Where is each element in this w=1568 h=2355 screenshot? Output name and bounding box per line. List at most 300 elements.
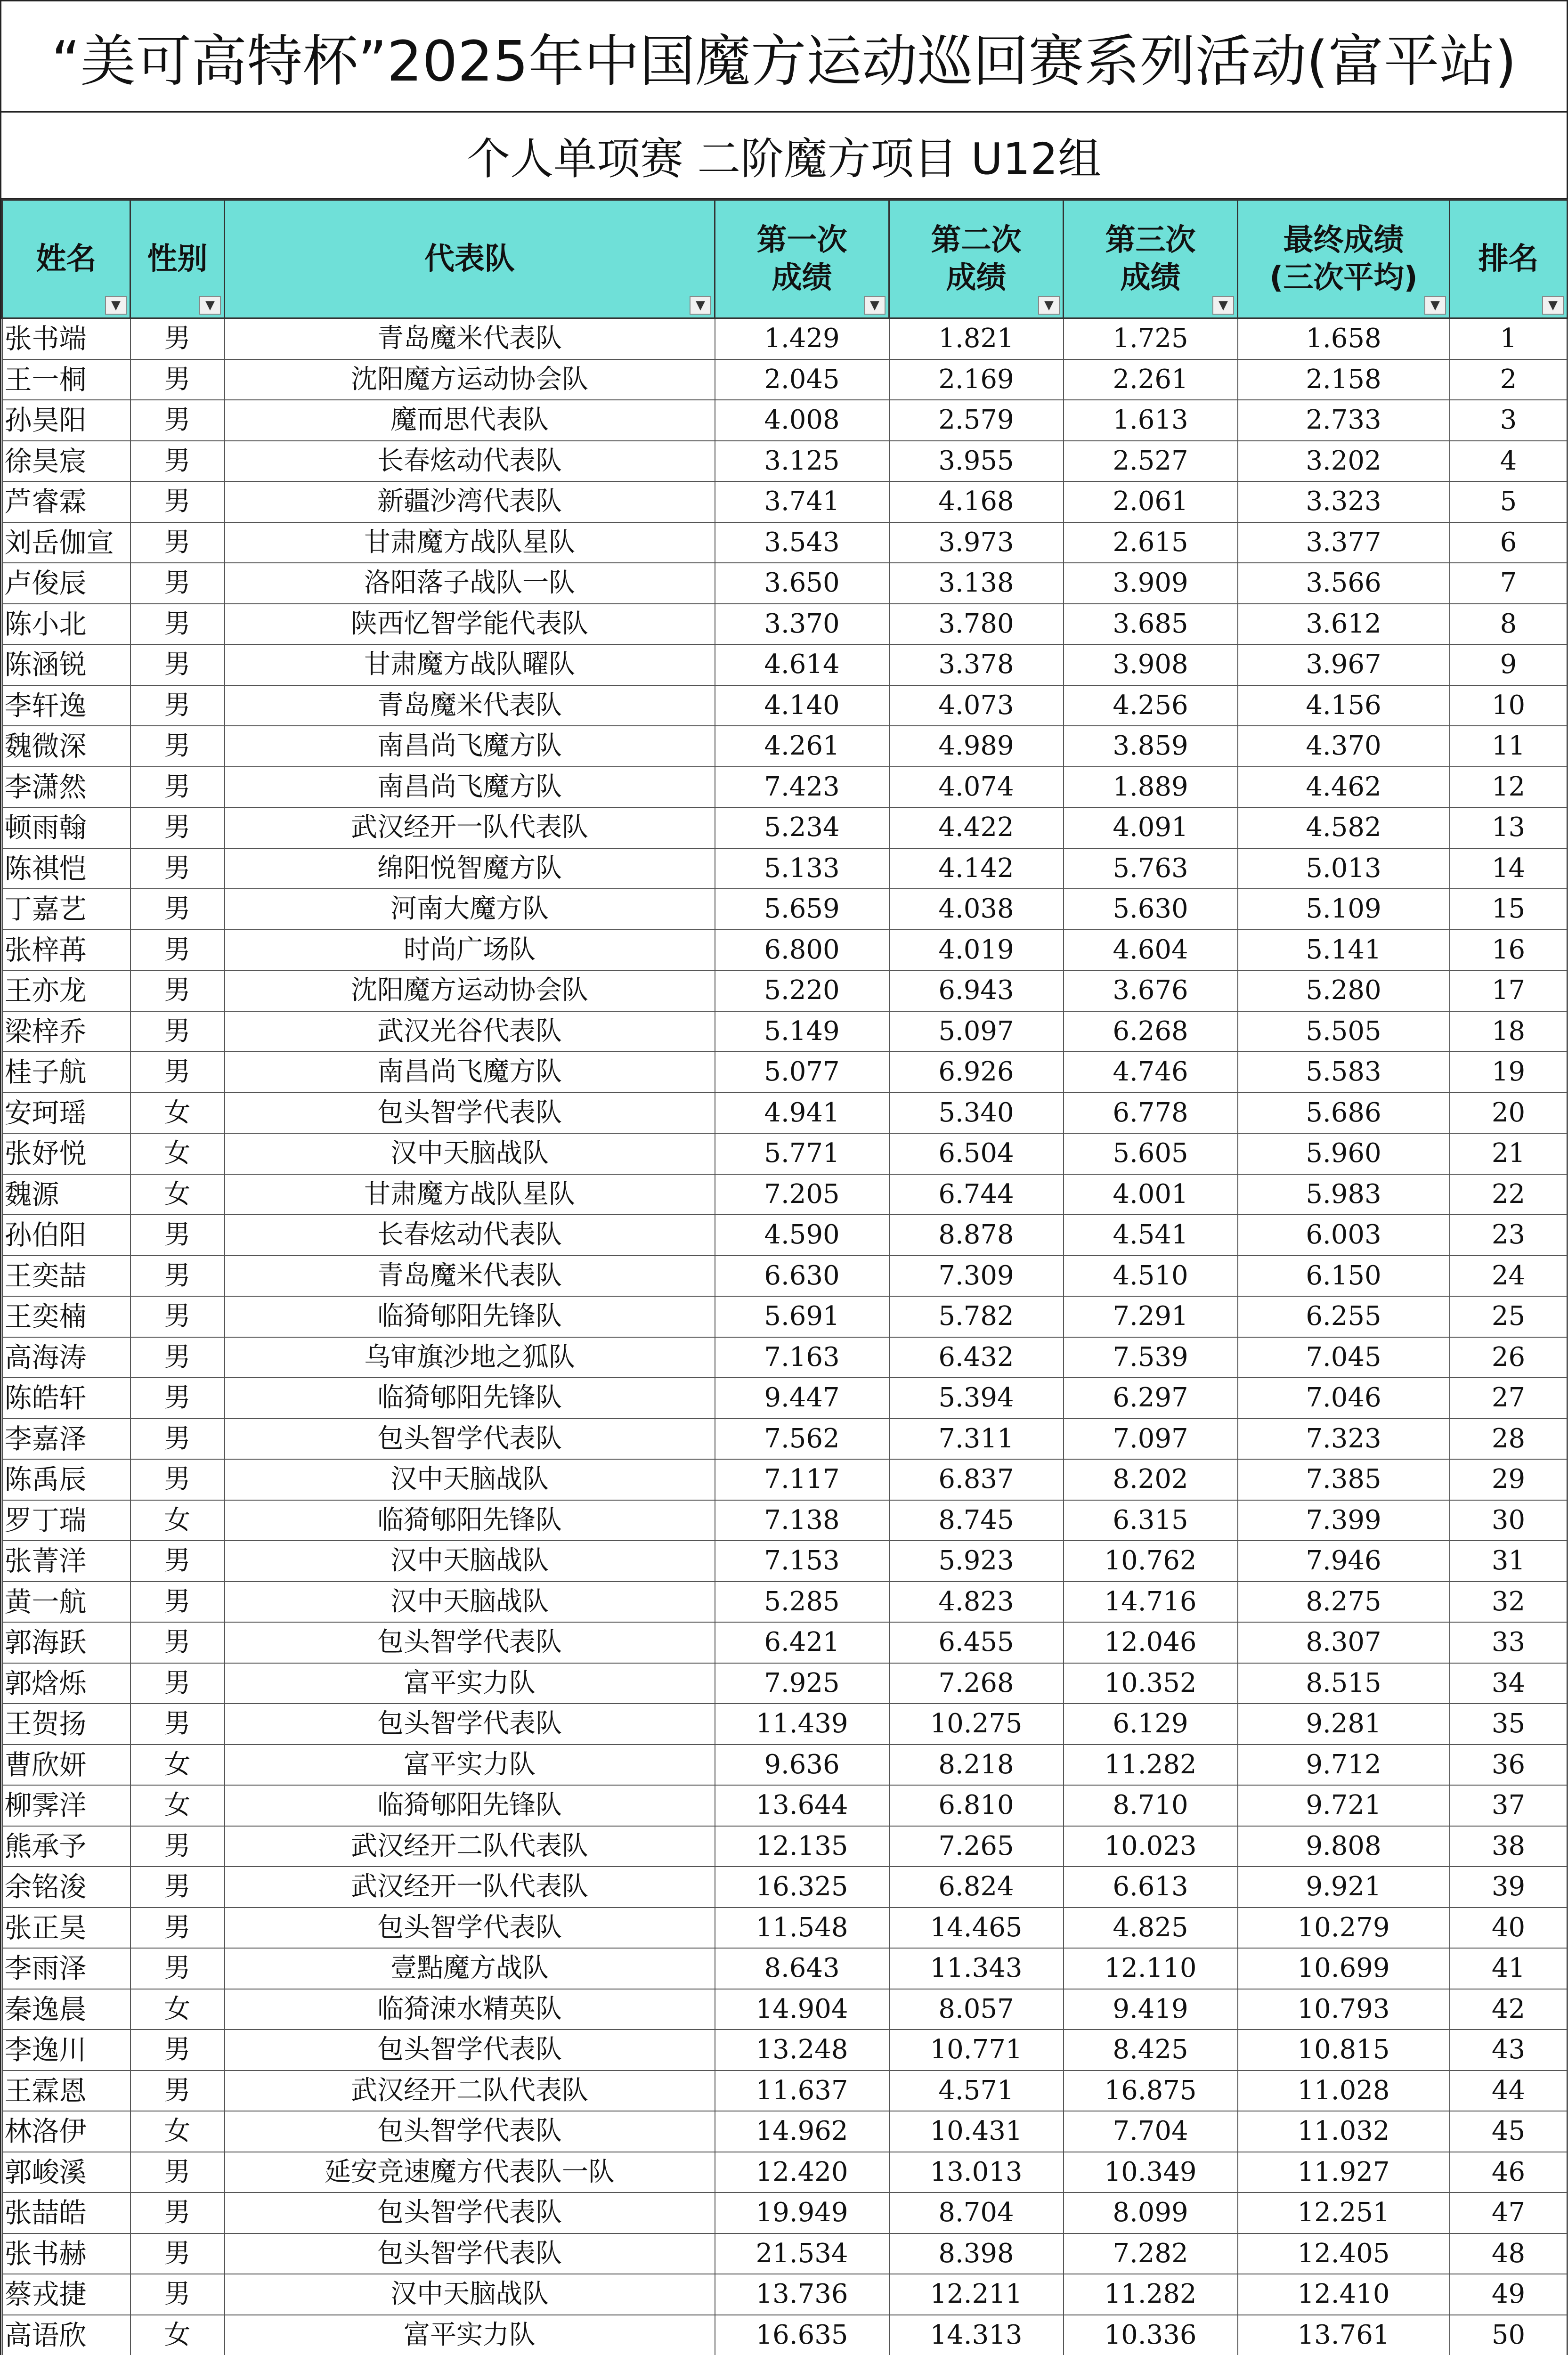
cell-rank: 23 bbox=[1450, 1215, 1568, 1256]
cell-round2: 8.704 bbox=[889, 2193, 1064, 2233]
cell-name: 梁梓乔 bbox=[2, 1011, 130, 1052]
cell-team: 壹點魔方战队 bbox=[225, 1948, 715, 1989]
table-row bbox=[2, 1093, 1568, 1134]
header-final bbox=[1238, 200, 1450, 318]
cell-name: 王奕喆 bbox=[2, 1256, 130, 1297]
dropdown-arrow-icon[interactable]: ▼ bbox=[105, 296, 127, 315]
header-rank-label: 排名 bbox=[1478, 242, 1539, 276]
header-round2-line2: 成绩 bbox=[946, 260, 1007, 295]
table-row bbox=[2, 1296, 1568, 1337]
cell-final: 10.279 bbox=[1238, 1908, 1450, 1949]
header-round1 bbox=[715, 200, 889, 318]
cell-team: 临猗郇阳先锋队 bbox=[225, 1785, 715, 1826]
cell-name: 曹欣妍 bbox=[2, 1745, 130, 1786]
cell-name: 李潇然 bbox=[2, 767, 130, 808]
cell-team: 河南大魔方队 bbox=[225, 889, 715, 930]
cell-round2: 5.782 bbox=[889, 1296, 1064, 1337]
table-row bbox=[2, 1215, 1568, 1256]
cell-gender: 男 bbox=[130, 1215, 225, 1256]
cell-gender: 男 bbox=[130, 889, 225, 930]
cell-round1: 9.447 bbox=[715, 1378, 889, 1419]
cell-gender: 男 bbox=[130, 522, 225, 563]
cell-final: 9.808 bbox=[1238, 1826, 1450, 1867]
cell-gender: 男 bbox=[130, 1011, 225, 1052]
dropdown-arrow-icon[interactable]: ▼ bbox=[1212, 296, 1234, 315]
cell-name: 张书赫 bbox=[2, 2233, 130, 2274]
cell-gender: 男 bbox=[130, 930, 225, 971]
cell-final: 5.983 bbox=[1238, 1174, 1450, 1215]
cell-final: 9.281 bbox=[1238, 1704, 1450, 1745]
cell-rank: 34 bbox=[1450, 1663, 1568, 1704]
header-team bbox=[225, 200, 715, 318]
cell-rank: 43 bbox=[1450, 2030, 1568, 2071]
table-row bbox=[2, 767, 1568, 808]
cell-team: 甘肃魔方战队星队 bbox=[225, 1174, 715, 1215]
table-row bbox=[2, 481, 1568, 522]
cell-team: 包头智学代表队 bbox=[225, 1622, 715, 1663]
cell-gender: 女 bbox=[130, 1989, 225, 2030]
table-row bbox=[2, 2233, 1568, 2274]
cell-round3: 7.291 bbox=[1064, 1296, 1238, 1337]
cell-rank: 14 bbox=[1450, 848, 1568, 889]
cell-round3: 1.613 bbox=[1064, 400, 1238, 441]
cell-gender: 男 bbox=[130, 644, 225, 685]
cell-team: 绵阳悦智魔方队 bbox=[225, 848, 715, 889]
table-row bbox=[2, 1337, 1568, 1378]
cell-rank: 18 bbox=[1450, 1011, 1568, 1052]
cell-round2: 4.019 bbox=[889, 930, 1064, 971]
cell-final: 5.686 bbox=[1238, 1093, 1450, 1134]
cell-final: 3.202 bbox=[1238, 441, 1450, 482]
cell-rank: 3 bbox=[1450, 400, 1568, 441]
cell-team: 甘肃魔方战队星队 bbox=[225, 522, 715, 563]
cell-round1: 12.135 bbox=[715, 1826, 889, 1867]
header-name bbox=[2, 200, 130, 318]
cell-final: 10.699 bbox=[1238, 1948, 1450, 1989]
table-row bbox=[2, 1011, 1568, 1052]
cell-final: 5.141 bbox=[1238, 930, 1450, 971]
cell-final: 5.583 bbox=[1238, 1052, 1450, 1093]
dropdown-arrow-icon[interactable]: ▼ bbox=[690, 296, 711, 315]
cell-team: 青岛魔米代表队 bbox=[225, 1256, 715, 1297]
cell-team: 武汉经开二队代表队 bbox=[225, 1826, 715, 1867]
cell-team: 南昌尚飞魔方队 bbox=[225, 726, 715, 767]
table-row bbox=[2, 1419, 1568, 1460]
cell-final: 4.370 bbox=[1238, 726, 1450, 767]
cell-rank: 1 bbox=[1450, 318, 1568, 359]
header-round3-line1: 第三次 bbox=[1105, 223, 1196, 258]
cell-round1: 4.140 bbox=[715, 685, 889, 726]
dropdown-arrow-icon[interactable]: ▼ bbox=[1038, 296, 1060, 315]
dropdown-arrow-icon[interactable]: ▼ bbox=[864, 296, 886, 315]
cell-name: 陈禹辰 bbox=[2, 1459, 130, 1500]
cell-name: 丁嘉艺 bbox=[2, 889, 130, 930]
cell-gender: 男 bbox=[130, 1582, 225, 1623]
cell-final: 4.582 bbox=[1238, 807, 1450, 848]
cell-name: 张正昊 bbox=[2, 1908, 130, 1949]
cell-name: 魏源 bbox=[2, 1174, 130, 1215]
cell-round2: 8.878 bbox=[889, 1215, 1064, 1256]
cell-gender: 男 bbox=[130, 1378, 225, 1419]
cell-gender: 男 bbox=[130, 2152, 225, 2193]
dropdown-arrow-icon[interactable]: ▼ bbox=[1542, 296, 1564, 315]
cell-gender: 男 bbox=[130, 1419, 225, 1460]
cell-final: 10.815 bbox=[1238, 2030, 1450, 2071]
cell-team: 长春炫动代表队 bbox=[225, 441, 715, 482]
table-row bbox=[2, 1826, 1568, 1867]
cell-final: 4.156 bbox=[1238, 685, 1450, 726]
table-row bbox=[2, 1256, 1568, 1297]
cell-rank: 47 bbox=[1450, 2193, 1568, 2233]
cell-team: 乌审旗沙地之狐队 bbox=[225, 1337, 715, 1378]
cell-team: 魔而思代表队 bbox=[225, 400, 715, 441]
cell-round2: 4.571 bbox=[889, 2071, 1064, 2111]
cell-round2: 10.275 bbox=[889, 1704, 1064, 1745]
cell-gender: 男 bbox=[130, 2071, 225, 2111]
cell-team: 临猗郇阳先锋队 bbox=[225, 1296, 715, 1337]
cell-round3: 8.425 bbox=[1064, 2030, 1238, 2071]
cell-name: 李逸川 bbox=[2, 2030, 130, 2071]
cell-round1: 6.630 bbox=[715, 1256, 889, 1297]
table-row bbox=[2, 2071, 1568, 2111]
cell-team: 临猗涑水精英队 bbox=[225, 1989, 715, 2030]
results-table bbox=[1, 199, 1568, 2355]
cell-round2: 12.211 bbox=[889, 2274, 1064, 2315]
cell-final: 3.323 bbox=[1238, 481, 1450, 522]
cell-team: 汉中天脑战队 bbox=[225, 1541, 715, 1582]
cell-gender: 男 bbox=[130, 400, 225, 441]
cell-name: 陈涵锐 bbox=[2, 644, 130, 685]
cell-round1: 13.644 bbox=[715, 1785, 889, 1826]
cell-name: 魏微深 bbox=[2, 726, 130, 767]
dropdown-arrow-icon[interactable]: ▼ bbox=[199, 296, 221, 315]
cell-round1: 7.138 bbox=[715, 1500, 889, 1541]
cell-final: 7.323 bbox=[1238, 1419, 1450, 1460]
cell-round3: 14.716 bbox=[1064, 1582, 1238, 1623]
cell-team: 延安竞速魔方代表队一队 bbox=[225, 2152, 715, 2193]
page-title: “美可高特杯”2025年中国魔方运动巡回赛系列活动(富平站) bbox=[1, 1, 1567, 113]
cell-name: 陈皓轩 bbox=[2, 1378, 130, 1419]
cell-team: 长春炫动代表队 bbox=[225, 1215, 715, 1256]
cell-round2: 7.311 bbox=[889, 1419, 1064, 1460]
cell-round2: 4.142 bbox=[889, 848, 1064, 889]
cell-team: 时尚广场队 bbox=[225, 930, 715, 971]
cell-round1: 1.429 bbox=[715, 318, 889, 359]
cell-gender: 男 bbox=[130, 1663, 225, 1704]
cell-round3: 2.527 bbox=[1064, 441, 1238, 482]
cell-round1: 5.077 bbox=[715, 1052, 889, 1093]
cell-name: 王一桐 bbox=[2, 359, 130, 400]
table-row bbox=[2, 2111, 1568, 2152]
cell-round3: 4.256 bbox=[1064, 685, 1238, 726]
cell-name: 陈小北 bbox=[2, 604, 130, 645]
cell-rank: 30 bbox=[1450, 1500, 1568, 1541]
cell-round2: 3.138 bbox=[889, 563, 1064, 604]
cell-round1: 4.941 bbox=[715, 1093, 889, 1134]
cell-final: 7.045 bbox=[1238, 1337, 1450, 1378]
cell-round2: 11.343 bbox=[889, 1948, 1064, 1989]
header-gender-label: 性别 bbox=[147, 242, 208, 276]
cell-round1: 11.637 bbox=[715, 2071, 889, 2111]
cell-final: 5.013 bbox=[1238, 848, 1450, 889]
cell-final: 8.515 bbox=[1238, 1663, 1450, 1704]
table-row bbox=[2, 2193, 1568, 2233]
cell-team: 包头智学代表队 bbox=[225, 1908, 715, 1949]
cell-final: 7.385 bbox=[1238, 1459, 1450, 1500]
header-round1-line2: 成绩 bbox=[772, 260, 832, 295]
cell-round1: 14.962 bbox=[715, 2111, 889, 2152]
cell-round3: 8.202 bbox=[1064, 1459, 1238, 1500]
cell-final: 3.566 bbox=[1238, 563, 1450, 604]
cell-team: 临猗郇阳先锋队 bbox=[225, 1378, 715, 1419]
cell-round3: 10.349 bbox=[1064, 2152, 1238, 2193]
cell-gender: 男 bbox=[130, 1948, 225, 1989]
table-row bbox=[2, 1459, 1568, 1500]
table-row bbox=[2, 1948, 1568, 1989]
cell-round2: 7.268 bbox=[889, 1663, 1064, 1704]
cell-gender: 男 bbox=[130, 1867, 225, 1908]
cell-round1: 11.439 bbox=[715, 1704, 889, 1745]
cell-round1: 5.220 bbox=[715, 970, 889, 1011]
header-final-line2: (三次平均) bbox=[1269, 260, 1418, 295]
cell-rank: 19 bbox=[1450, 1052, 1568, 1093]
cell-round2: 13.013 bbox=[889, 2152, 1064, 2193]
cell-rank: 40 bbox=[1450, 1908, 1568, 1949]
cell-round3: 6.129 bbox=[1064, 1704, 1238, 1745]
cell-round2: 5.340 bbox=[889, 1093, 1064, 1134]
header-team-label: 代表队 bbox=[424, 242, 515, 276]
cell-round3: 9.419 bbox=[1064, 1989, 1238, 2030]
cell-team: 汉中天脑战队 bbox=[225, 1582, 715, 1623]
cell-team: 包头智学代表队 bbox=[225, 2193, 715, 2233]
cell-team: 包头智学代表队 bbox=[225, 1419, 715, 1460]
cell-round3: 7.282 bbox=[1064, 2233, 1238, 2274]
cell-round3: 10.336 bbox=[1064, 2315, 1238, 2355]
cell-final: 12.251 bbox=[1238, 2193, 1450, 2233]
cell-gender: 男 bbox=[130, 441, 225, 482]
cell-name: 高海涛 bbox=[2, 1337, 130, 1378]
cell-name: 柳霁洋 bbox=[2, 1785, 130, 1826]
table-row bbox=[2, 644, 1568, 685]
cell-team: 汉中天脑战队 bbox=[225, 1133, 715, 1174]
cell-gender: 男 bbox=[130, 1908, 225, 1949]
table-row bbox=[2, 1745, 1568, 1786]
cell-name: 陈祺恺 bbox=[2, 848, 130, 889]
cell-round1: 3.543 bbox=[715, 522, 889, 563]
cell-final: 8.307 bbox=[1238, 1622, 1450, 1663]
cell-round3: 2.261 bbox=[1064, 359, 1238, 400]
cell-round2: 6.824 bbox=[889, 1867, 1064, 1908]
table-row bbox=[2, 1174, 1568, 1215]
table-row bbox=[2, 889, 1568, 930]
header-round3-line2: 成绩 bbox=[1120, 260, 1181, 295]
table-row bbox=[2, 1582, 1568, 1623]
cell-round3: 3.676 bbox=[1064, 970, 1238, 1011]
table-row bbox=[2, 970, 1568, 1011]
table-row bbox=[2, 1052, 1568, 1093]
cell-gender: 男 bbox=[130, 318, 225, 359]
cell-name: 张喆皓 bbox=[2, 2193, 130, 2233]
cell-round2: 4.038 bbox=[889, 889, 1064, 930]
cell-rank: 11 bbox=[1450, 726, 1568, 767]
page-subtitle: 个人单项赛 二阶魔方项目 U12组 bbox=[1, 113, 1567, 199]
cell-team: 包头智学代表队 bbox=[225, 2233, 715, 2274]
cell-round2: 10.431 bbox=[889, 2111, 1064, 2152]
cell-round1: 7.423 bbox=[715, 767, 889, 808]
cell-round3: 7.704 bbox=[1064, 2111, 1238, 2152]
cell-final: 5.960 bbox=[1238, 1133, 1450, 1174]
cell-team: 陕西忆智学能代表队 bbox=[225, 604, 715, 645]
cell-gender: 男 bbox=[130, 1622, 225, 1663]
cell-final: 9.921 bbox=[1238, 1867, 1450, 1908]
cell-rank: 48 bbox=[1450, 2233, 1568, 2274]
cell-final: 6.255 bbox=[1238, 1296, 1450, 1337]
table-row bbox=[2, 1908, 1568, 1949]
cell-name: 郭峻溪 bbox=[2, 2152, 130, 2193]
cell-round3: 4.510 bbox=[1064, 1256, 1238, 1297]
cell-round2: 6.943 bbox=[889, 970, 1064, 1011]
cell-team: 包头智学代表队 bbox=[225, 1704, 715, 1745]
cell-round1: 11.548 bbox=[715, 1908, 889, 1949]
cell-round2: 8.218 bbox=[889, 1745, 1064, 1786]
cell-round3: 8.710 bbox=[1064, 1785, 1238, 1826]
cell-name: 林洛伊 bbox=[2, 2111, 130, 2152]
cell-name: 安珂瑶 bbox=[2, 1093, 130, 1134]
cell-rank: 17 bbox=[1450, 970, 1568, 1011]
header-row bbox=[2, 200, 1568, 318]
table-row bbox=[2, 359, 1568, 400]
cell-round3: 1.725 bbox=[1064, 318, 1238, 359]
cell-final: 13.761 bbox=[1238, 2315, 1450, 2355]
cell-round2: 6.455 bbox=[889, 1622, 1064, 1663]
table-row bbox=[2, 1989, 1568, 2030]
cell-round2: 10.771 bbox=[889, 2030, 1064, 2071]
cell-final: 3.612 bbox=[1238, 604, 1450, 645]
dropdown-arrow-icon[interactable]: ▼ bbox=[1424, 296, 1446, 315]
cell-round3: 2.061 bbox=[1064, 481, 1238, 522]
cell-name: 李雨泽 bbox=[2, 1948, 130, 1989]
cell-name: 孙昊阳 bbox=[2, 400, 130, 441]
cell-name: 秦逸晨 bbox=[2, 1989, 130, 2030]
cell-round3: 10.352 bbox=[1064, 1663, 1238, 1704]
cell-rank: 24 bbox=[1450, 1256, 1568, 1297]
table-row bbox=[2, 563, 1568, 604]
cell-round2: 3.780 bbox=[889, 604, 1064, 645]
table-row bbox=[2, 522, 1568, 563]
cell-round1: 7.163 bbox=[715, 1337, 889, 1378]
cell-name: 卢俊辰 bbox=[2, 563, 130, 604]
cell-gender: 男 bbox=[130, 1337, 225, 1378]
cell-rank: 21 bbox=[1450, 1133, 1568, 1174]
cell-final: 7.046 bbox=[1238, 1378, 1450, 1419]
cell-round2: 6.744 bbox=[889, 1174, 1064, 1215]
cell-round1: 4.008 bbox=[715, 400, 889, 441]
cell-round1: 5.285 bbox=[715, 1582, 889, 1623]
cell-name: 王奕楠 bbox=[2, 1296, 130, 1337]
cell-team: 汉中天脑战队 bbox=[225, 1459, 715, 1500]
cell-round2: 4.823 bbox=[889, 1582, 1064, 1623]
cell-round3: 6.315 bbox=[1064, 1500, 1238, 1541]
cell-rank: 20 bbox=[1450, 1093, 1568, 1134]
table-row bbox=[2, 1663, 1568, 1704]
cell-round3: 7.539 bbox=[1064, 1337, 1238, 1378]
cell-round2: 3.973 bbox=[889, 522, 1064, 563]
cell-gender: 女 bbox=[130, 1093, 225, 1134]
cell-name: 张菁洋 bbox=[2, 1541, 130, 1582]
cell-gender: 男 bbox=[130, 2233, 225, 2274]
table-row bbox=[2, 685, 1568, 726]
cell-round3: 4.825 bbox=[1064, 1908, 1238, 1949]
cell-round3: 16.875 bbox=[1064, 2071, 1238, 2111]
cell-final: 10.793 bbox=[1238, 1989, 1450, 2030]
cell-gender: 男 bbox=[130, 1256, 225, 1297]
cell-team: 临猗郇阳先锋队 bbox=[225, 1500, 715, 1541]
cell-round2: 6.810 bbox=[889, 1785, 1064, 1826]
cell-gender: 男 bbox=[130, 970, 225, 1011]
cell-round2: 6.504 bbox=[889, 1133, 1064, 1174]
cell-round2: 4.989 bbox=[889, 726, 1064, 767]
cell-name: 张妤悦 bbox=[2, 1133, 130, 1174]
cell-round3: 1.889 bbox=[1064, 767, 1238, 808]
cell-rank: 49 bbox=[1450, 2274, 1568, 2315]
cell-team: 沈阳魔方运动协会队 bbox=[225, 970, 715, 1011]
cell-rank: 37 bbox=[1450, 1785, 1568, 1826]
cell-rank: 50 bbox=[1450, 2315, 1568, 2355]
cell-final: 5.109 bbox=[1238, 889, 1450, 930]
cell-round2: 3.955 bbox=[889, 441, 1064, 482]
cell-name: 张书端 bbox=[2, 318, 130, 359]
cell-final: 6.150 bbox=[1238, 1256, 1450, 1297]
cell-team: 武汉经开一队代表队 bbox=[225, 1867, 715, 1908]
cell-round2: 2.169 bbox=[889, 359, 1064, 400]
table-row bbox=[2, 1133, 1568, 1174]
cell-name: 桂子航 bbox=[2, 1052, 130, 1093]
cell-team: 南昌尚飞魔方队 bbox=[225, 767, 715, 808]
cell-round2: 7.309 bbox=[889, 1256, 1064, 1297]
cell-final: 4.462 bbox=[1238, 767, 1450, 808]
cell-rank: 9 bbox=[1450, 644, 1568, 685]
cell-round1: 21.534 bbox=[715, 2233, 889, 2274]
cell-round2: 4.168 bbox=[889, 481, 1064, 522]
table-row bbox=[2, 2274, 1568, 2315]
cell-rank: 44 bbox=[1450, 2071, 1568, 2111]
cell-rank: 15 bbox=[1450, 889, 1568, 930]
header-round2-line1: 第二次 bbox=[931, 223, 1022, 258]
cell-round1: 16.635 bbox=[715, 2315, 889, 2355]
cell-rank: 32 bbox=[1450, 1582, 1568, 1623]
cell-round3: 3.909 bbox=[1064, 563, 1238, 604]
cell-round1: 3.650 bbox=[715, 563, 889, 604]
cell-round2: 1.821 bbox=[889, 318, 1064, 359]
cell-round2: 14.465 bbox=[889, 1908, 1064, 1949]
table-row bbox=[2, 1785, 1568, 1826]
cell-rank: 13 bbox=[1450, 807, 1568, 848]
cell-final: 2.158 bbox=[1238, 359, 1450, 400]
cell-name: 芦睿霖 bbox=[2, 481, 130, 522]
cell-rank: 29 bbox=[1450, 1459, 1568, 1500]
cell-rank: 26 bbox=[1450, 1337, 1568, 1378]
cell-team: 富平实力队 bbox=[225, 1745, 715, 1786]
cell-round2: 6.432 bbox=[889, 1337, 1064, 1378]
cell-round2: 8.745 bbox=[889, 1500, 1064, 1541]
cell-round1: 5.149 bbox=[715, 1011, 889, 1052]
table-row bbox=[2, 2315, 1568, 2355]
cell-round1: 19.949 bbox=[715, 2193, 889, 2233]
cell-gender: 男 bbox=[130, 807, 225, 848]
cell-name: 王贺扬 bbox=[2, 1704, 130, 1745]
cell-round3: 6.613 bbox=[1064, 1867, 1238, 1908]
cell-round1: 4.261 bbox=[715, 726, 889, 767]
